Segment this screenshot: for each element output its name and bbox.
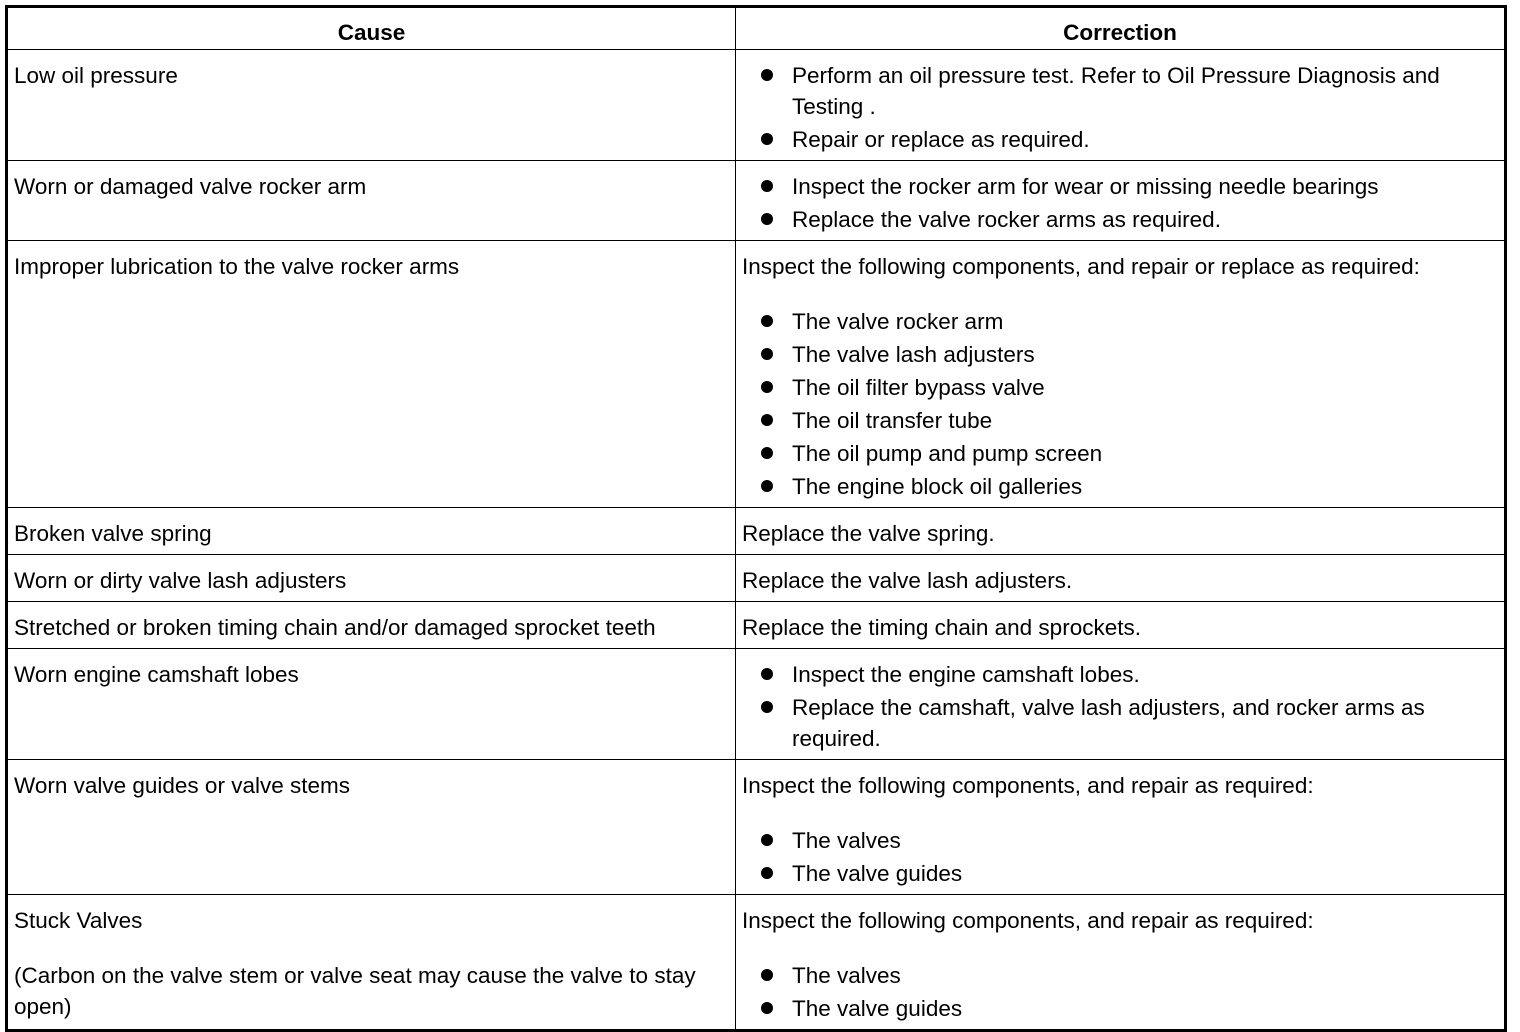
correction-step xyxy=(742,306,1498,337)
cause-cell xyxy=(7,602,736,649)
cause-cell xyxy=(7,508,736,555)
cause-cell xyxy=(7,241,736,508)
correction-step xyxy=(742,405,1498,436)
cause-cell xyxy=(7,760,736,895)
correction-cell xyxy=(736,50,1506,161)
correction-step xyxy=(742,339,1498,370)
correction-cell xyxy=(736,602,1506,649)
correction-step-text: The oil transfer tube xyxy=(792,408,993,433)
correction-cell xyxy=(736,760,1506,895)
correction-step-text: Replace the camshaft, valve lash adjusters, and rocker arms as required. xyxy=(792,695,1425,751)
correction-steps xyxy=(742,825,1498,889)
correction-step-text: The valve guides xyxy=(792,996,963,1021)
correction-step-text: The valve guides xyxy=(792,861,963,886)
correction-cell xyxy=(736,161,1506,241)
correction-step xyxy=(742,438,1498,469)
table-row xyxy=(7,555,1506,602)
correction-step-text: The engine block oil galleries xyxy=(792,474,1083,499)
bullet-icon xyxy=(761,213,773,225)
correction-step-text: The valves xyxy=(792,828,901,853)
bullet-icon xyxy=(761,447,773,459)
cause-cell xyxy=(7,161,736,241)
cause-text: Worn or dirty valve lash adjusters xyxy=(14,568,347,593)
table-row xyxy=(7,50,1506,161)
correction-step-text: The valve lash adjusters xyxy=(792,342,1035,367)
bullet-icon xyxy=(761,133,773,145)
bullet-icon xyxy=(761,701,773,713)
cause-text: Worn engine camshaft lobes xyxy=(14,662,299,687)
bullet-icon xyxy=(761,69,773,81)
cause-text: Worn valve guides or valve stems xyxy=(14,773,350,798)
diagnosis-table xyxy=(5,5,1507,1032)
cause-cell xyxy=(7,895,736,1031)
bullet-icon xyxy=(761,480,773,492)
correction-step xyxy=(742,659,1498,690)
correction-step-text: The valve rocker arm xyxy=(792,309,1004,334)
table-row xyxy=(7,895,1506,1031)
correction-steps xyxy=(742,171,1498,235)
bullet-icon xyxy=(761,414,773,426)
correction-steps xyxy=(742,306,1498,502)
cause-cell xyxy=(7,50,736,161)
bullet-icon xyxy=(761,867,773,879)
correction-cell xyxy=(736,555,1506,602)
correction-steps xyxy=(742,960,1498,1024)
bullet-icon xyxy=(761,315,773,327)
correction-cell xyxy=(736,649,1506,760)
cause-text: Stretched or broken timing chain and/or damaged sprocket teeth xyxy=(14,615,656,640)
cause-cell xyxy=(7,649,736,760)
bullet-icon xyxy=(761,834,773,846)
correction-step-text: The oil pump and pump screen xyxy=(792,441,1103,466)
correction-step-text: The valves xyxy=(792,963,901,988)
correction-text: Replace the timing chain and sprockets. xyxy=(742,615,1141,640)
correction-text: Replace the valve spring. xyxy=(742,521,995,546)
bullet-icon xyxy=(761,180,773,192)
correction-step xyxy=(742,692,1498,754)
correction-text: Inspect the following components, and repair as required: xyxy=(742,773,1314,798)
correction-step-text: Replace the valve rocker arms as required. xyxy=(792,207,1221,232)
correction-step xyxy=(742,993,1498,1024)
correction-step xyxy=(742,372,1498,403)
correction-steps xyxy=(742,60,1498,155)
cause-text: Stuck Valves xyxy=(14,908,143,933)
bullet-icon xyxy=(761,668,773,680)
correction-step xyxy=(742,204,1498,235)
correction-cell xyxy=(736,508,1506,555)
correction-step xyxy=(742,60,1498,122)
table-row xyxy=(7,241,1506,508)
correction-text: Inspect the following components, and repair or replace as required: xyxy=(742,254,1420,279)
cause-text: Worn or damaged valve rocker arm xyxy=(14,174,367,199)
correction-step xyxy=(742,858,1498,889)
correction-steps xyxy=(742,659,1498,754)
cause-cell xyxy=(7,555,736,602)
cause-text: Improper lubrication to the valve rocker arms xyxy=(14,254,460,279)
cause-note: (Carbon on the valve stem or valve seat may cause the valve to stay open) xyxy=(14,963,696,1019)
bullet-icon xyxy=(761,381,773,393)
correction-step xyxy=(742,825,1498,856)
correction-step-text: Repair or replace as required. xyxy=(792,127,1090,152)
table-row xyxy=(7,161,1506,241)
correction-step-text: Inspect the engine camshaft lobes. xyxy=(792,662,1140,687)
cause-text: Low oil pressure xyxy=(14,63,178,88)
correction-step xyxy=(742,171,1498,202)
correction-column-header: Correction xyxy=(736,7,1506,50)
bullet-icon xyxy=(761,969,773,981)
cause-text: Broken valve spring xyxy=(14,521,212,546)
bullet-icon xyxy=(761,348,773,360)
correction-cell xyxy=(736,241,1506,508)
table-row xyxy=(7,508,1506,555)
table-row xyxy=(7,602,1506,649)
table-body xyxy=(7,50,1506,1031)
correction-step xyxy=(742,471,1498,502)
correction-text: Replace the valve lash adjusters. xyxy=(742,568,1073,593)
correction-step xyxy=(742,124,1498,155)
correction-step xyxy=(742,960,1498,991)
table-row xyxy=(7,649,1506,760)
correction-text: Inspect the following components, and repair as required: xyxy=(742,908,1314,933)
table-row xyxy=(7,760,1506,895)
correction-step-text: Inspect the rocker arm for wear or missing needle bearings xyxy=(792,174,1379,199)
correction-step-text: Perform an oil pressure test. Refer to Oil Pressure Diagnosis and Testing . xyxy=(792,63,1440,119)
correction-step-text: The oil filter bypass valve xyxy=(792,375,1045,400)
cause-column-header: Cause xyxy=(7,7,736,50)
correction-cell xyxy=(736,895,1506,1031)
bullet-icon xyxy=(761,1002,773,1014)
header-row xyxy=(7,7,1506,50)
